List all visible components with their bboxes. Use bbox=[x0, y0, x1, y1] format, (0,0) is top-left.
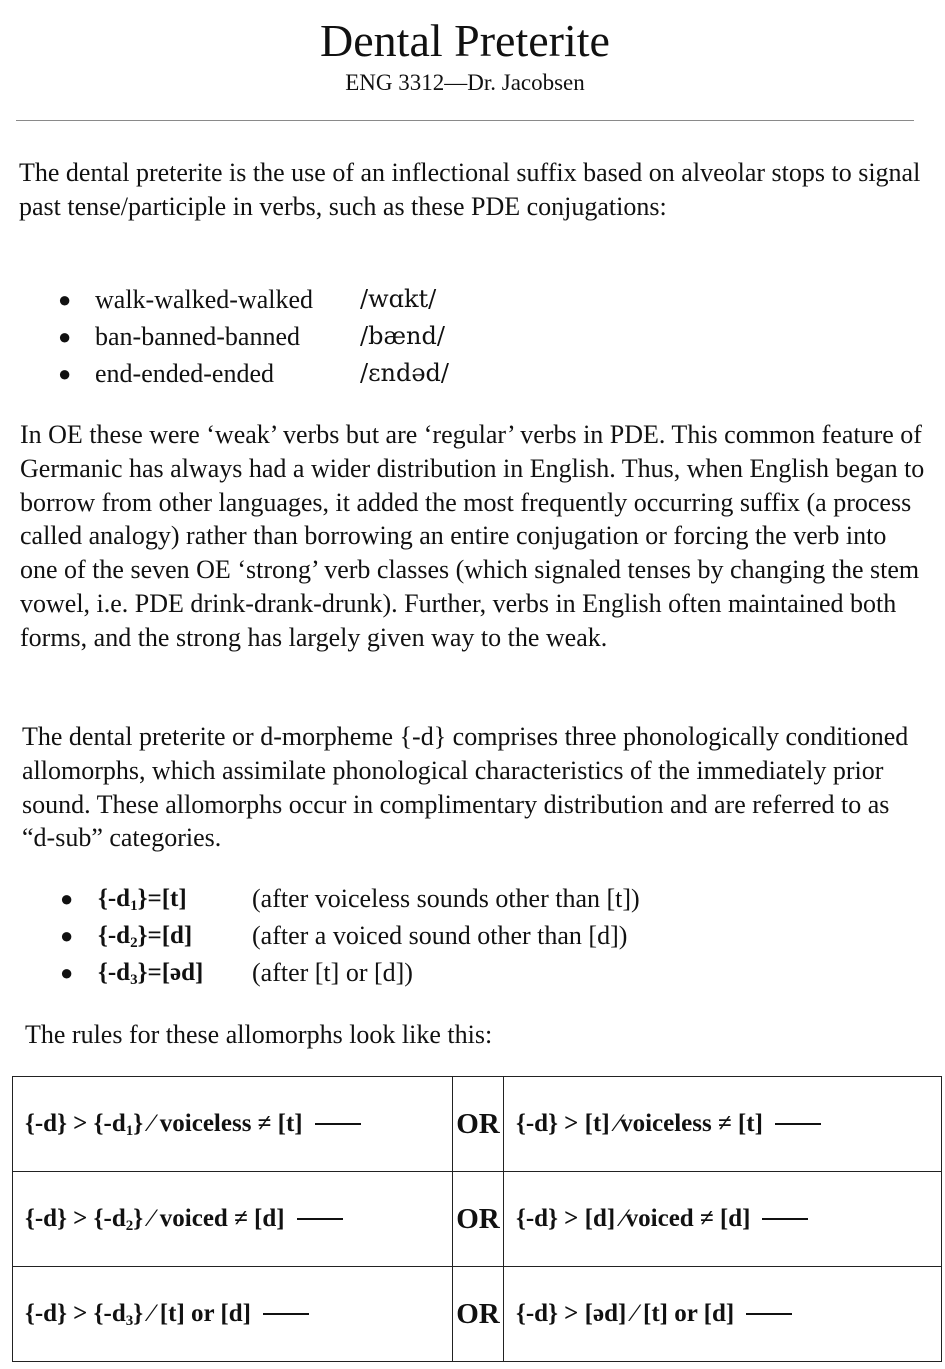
allomorph-form: $\{-d_3\}=[əd]$ bbox=[98, 959, 204, 988]
history-paragraph: In OE these were ‘weak’ verbs but are ‘regular’ verbs in PDE. This common feature of Germanic has always had a wider distribution in English. Thus, when English began to borrow from other languages, it added the most frequently occurring suffix (a process called analogy) rather than borrowing an entire conjugation or forcing the verb into one of the seven OE ‘strong’ verb classes (which signaled tenses by changing the stem vowel, i.e. PDE drink-drank-drunk). Further, verbs in English often maintained both forms, and the strong has largely given way to the weak. bbox=[20, 420, 925, 652]
blank-line bbox=[315, 1123, 361, 1125]
rule-cell-right: {-d} > [t] ⁄voiceless ≠ [t] bbox=[504, 1077, 942, 1172]
page-title: Dental Preterite bbox=[320, 15, 610, 66]
example-ipa: /bænd/ bbox=[360, 322, 445, 350]
allomorph-description: (after voiceless sounds other than [t]) bbox=[252, 884, 640, 913]
rule-cell-left: $\{-d\} > \{-d_3\}$ ⁄ [t] or [d] bbox=[13, 1267, 453, 1362]
bullet-icon: ● bbox=[58, 361, 72, 386]
allomorph-paragraph: The dental preterite or d-morpheme {-d} comprises three phonologically conditioned allomorphs, which assimilate phonological characteristics of the immediately prior sound. These allomorphs occur in complimentary distribution and are referred to as “d-sub” categories. bbox=[22, 722, 909, 853]
allomorph-description: (after [t] or [d]) bbox=[252, 958, 413, 987]
rule-cell-left: $\{-d\} > \{-d_2\}$ ⁄ voiced ≠ [d] bbox=[13, 1172, 453, 1267]
bullet-icon: ● bbox=[60, 960, 74, 985]
example-words: end-ended-ended bbox=[95, 359, 275, 388]
intro-paragraph: The dental preterite is the use of an inflectional suffix based on alveolar stops to signal past tense/participle in verbs, such as these PDE conjugations: bbox=[19, 158, 921, 221]
or-cell: OR bbox=[453, 1077, 504, 1172]
rule-cell-right: {-d} > [əd] ⁄ [t] or [d] bbox=[504, 1267, 942, 1362]
course-subtitle: ENG 3312—Dr. Jacobsen bbox=[345, 70, 585, 95]
example-ipa: /ɛndəd/ bbox=[360, 359, 449, 387]
bullet-icon: ● bbox=[60, 923, 74, 948]
rule-cell-right: {-d} > [d] ⁄voiced ≠ [d] bbox=[504, 1172, 942, 1267]
table-row bbox=[13, 1267, 942, 1362]
rules-intro: The rules for these allomorphs look like this: bbox=[25, 1020, 493, 1049]
table-row bbox=[13, 1077, 942, 1172]
or-cell: OR bbox=[453, 1267, 504, 1362]
blank-line bbox=[775, 1123, 821, 1125]
example-ipa: /wɑkt/ bbox=[360, 285, 437, 313]
header-divider bbox=[16, 120, 914, 121]
or-cell: OR bbox=[453, 1172, 504, 1267]
blank-line bbox=[762, 1218, 808, 1220]
blank-line bbox=[263, 1313, 309, 1315]
example-words: ban-banned-banned bbox=[95, 322, 301, 351]
allomorph-rules-table bbox=[12, 1076, 942, 1362]
bullet-icon: ● bbox=[58, 324, 72, 349]
rule-cell-left: $\{-d\} > \{-d_1\}$ ⁄ voiceless ≠ [t] bbox=[13, 1077, 453, 1172]
blank-line bbox=[746, 1313, 792, 1315]
example-words: walk-walked-walked bbox=[95, 285, 314, 314]
allomorph-form: $\{-d_2\}=[d]$ bbox=[98, 922, 193, 951]
allomorph-form: $\{-d_1\}=[t]$ bbox=[98, 885, 187, 914]
bullet-icon: ● bbox=[58, 287, 72, 312]
bullet-icon: ● bbox=[60, 886, 74, 911]
allomorph-description: (after a voiced sound other than [d]) bbox=[252, 921, 628, 950]
blank-line bbox=[297, 1218, 343, 1220]
table-row bbox=[13, 1172, 942, 1267]
